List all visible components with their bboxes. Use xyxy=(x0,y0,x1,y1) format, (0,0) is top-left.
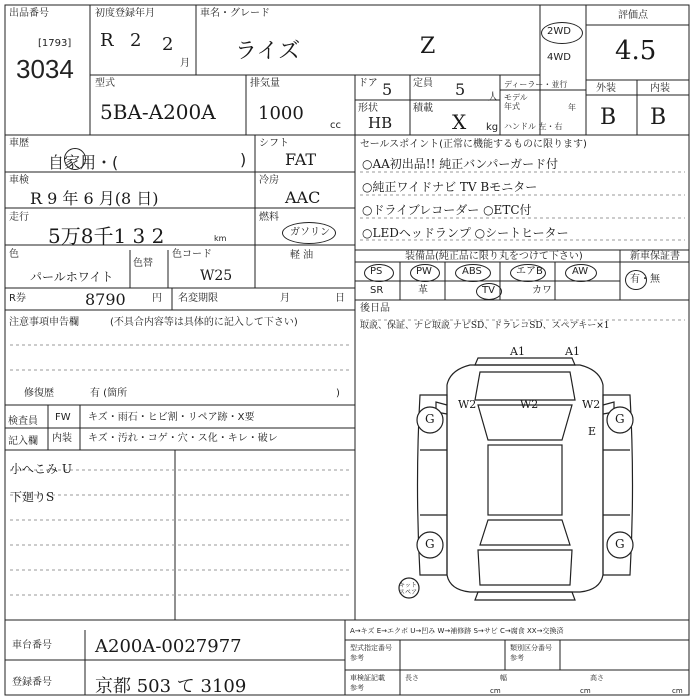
shape-value: HB xyxy=(368,114,393,132)
shift-value: FAT xyxy=(285,150,317,169)
mark-w2-right: W2 xyxy=(582,398,601,411)
type-label: 型式 xyxy=(95,78,115,89)
dealer-label: ディーラー・並行 xyxy=(504,80,568,89)
equip-aw: AW xyxy=(572,266,589,277)
wheel-mark-rr: G xyxy=(615,537,625,551)
shape-label: 形状 xyxy=(358,103,378,114)
notes-label: 注意事項申告欄 xyxy=(9,317,79,328)
fw-label: FW xyxy=(55,412,71,423)
equip-sr: SR xyxy=(370,285,384,296)
mark-w2-center: W2 xyxy=(520,398,539,411)
interior-label: 内装 xyxy=(650,83,670,94)
doors-value: 5 xyxy=(382,80,393,99)
shaken-value: R 9 年 6 月(8 日) xyxy=(30,189,159,208)
equip-kawa: カワ xyxy=(532,285,552,296)
first-reg-month-unit: 月 xyxy=(180,58,190,69)
warranty-value: 有・無 xyxy=(630,274,660,285)
load-unit: kg xyxy=(486,122,499,133)
year-unit: 年 xyxy=(568,103,576,112)
in-items: キズ・汚れ・コゲ・穴・ス化・キレ・破レ xyxy=(88,433,278,444)
history-value: 自家用・( xyxy=(48,153,119,172)
model-name: ライズ xyxy=(235,39,301,64)
hand-note-2: 下廻りS xyxy=(10,490,55,504)
repaint-label: 色替 xyxy=(133,258,153,269)
capacity-unit: 人 xyxy=(488,92,498,103)
r-ticket-value: 8790 xyxy=(85,290,126,309)
load-value: X xyxy=(452,110,467,134)
length-label: 長さ xyxy=(405,674,419,682)
equip-ps: PS xyxy=(370,266,383,277)
ac-label: 冷房 xyxy=(259,175,279,186)
capacity-label: 定員 xyxy=(413,78,433,89)
doors-label: ドア xyxy=(358,78,378,89)
width-unit: cm xyxy=(580,687,591,695)
chassis-label: 車台番号 xyxy=(12,640,52,651)
name-change-label: 名変期限 xyxy=(178,293,218,304)
first-reg-year: 2 xyxy=(130,30,142,51)
score-value: 4.5 xyxy=(615,36,657,66)
model-year-label: モデル 年式 xyxy=(504,93,528,111)
post-value: 取説、保証、ナビ取説 ナビSD、ドラレコSD、スペアキー×1 xyxy=(360,321,610,331)
spare-label: キット スペア xyxy=(399,582,418,596)
mark-a1-left: A1 xyxy=(510,345,525,358)
drive-2wd: 2WD xyxy=(547,26,571,37)
fuel-value2: 軽 油 xyxy=(290,250,314,261)
height-unit: cm xyxy=(672,687,683,695)
capacity-value: 5 xyxy=(455,80,466,99)
interior-value: B xyxy=(650,105,667,130)
shift-label: シフト xyxy=(259,138,289,149)
displacement-label: 排気量 xyxy=(250,78,280,89)
fw-items: キズ・雨石・ヒビ割・リペア跡・X要 xyxy=(88,412,255,423)
width-label: 幅 xyxy=(500,674,507,682)
length-unit: cm xyxy=(490,687,501,695)
equip-label: 装備品(純正品に限り丸をつけて下さい) xyxy=(405,251,583,262)
displacement-value: 1000 xyxy=(258,103,304,124)
color-code-label: 色コード xyxy=(172,249,212,260)
lot-small: [1793] xyxy=(38,38,72,49)
grade: Z xyxy=(420,34,436,59)
equip-tv: TV xyxy=(482,285,495,296)
in-label: 内装 xyxy=(52,433,72,444)
color-label: 色 xyxy=(9,249,19,260)
ac-value: AAC xyxy=(285,188,321,207)
score-label: 評価点 xyxy=(618,10,648,21)
mileage-label: 走行 xyxy=(9,212,29,223)
damage-legend: A→キズ E→エクボ U→凹み W→補修跡 S→サビ C→腐食 XX→交換済 xyxy=(350,627,564,635)
fuel-label: 燃料 xyxy=(259,212,279,223)
repair-value: 有 (箇所 xyxy=(90,388,128,399)
load-label: 積載 xyxy=(413,103,433,114)
shaken-label: 車検 xyxy=(9,175,29,186)
equip-abs: ABS xyxy=(462,266,482,277)
exterior-value: B xyxy=(600,105,617,130)
notes-hint: (不具合内容等は具体的に記入して下さい) xyxy=(110,317,298,328)
r-ticket-unit: 円 xyxy=(152,293,162,304)
r-ticket-label: R券 xyxy=(9,293,26,304)
class-label: 類別区分番号 参考 xyxy=(510,644,552,662)
wheel-mark-fr: G xyxy=(615,412,625,426)
sales-line-4: ○LEDヘッドランプ ○シートヒーター xyxy=(362,226,569,240)
mark-e: E xyxy=(588,425,597,438)
first-reg-month: 2 xyxy=(162,34,174,55)
first-reg-label: 初度登録年月 xyxy=(95,8,155,19)
history-label: 車歴 xyxy=(9,138,29,149)
sales-line-1: ○AA初出品!! 純正バンパーガード付 xyxy=(362,157,559,171)
name-change-day: 日 xyxy=(335,293,345,304)
fuel-value1: ガソリン xyxy=(290,227,330,238)
inspect-label: 車検証記載 参考 xyxy=(350,674,385,692)
mileage-unit: km xyxy=(214,234,227,243)
exterior-label: 外装 xyxy=(596,83,616,94)
displacement-unit: cc xyxy=(330,120,341,131)
hand-note-1: 小へこみ U xyxy=(10,462,72,476)
sales-label: セールスポイント(正常に機能するものに限ります) xyxy=(360,139,587,150)
name-change-unit: 月 xyxy=(280,293,290,304)
mark-a1-right: A1 xyxy=(565,345,580,358)
warranty-label: 新車保証書 xyxy=(630,251,680,262)
sales-line-3: ○ドライブレコーダー ○ETC付 xyxy=(362,203,532,217)
lot-label: 出品番号 xyxy=(9,8,49,19)
lot-number: 3034 xyxy=(16,54,74,84)
repair-label: 修復歴 xyxy=(24,388,54,399)
wheel-mark-rl: G xyxy=(425,537,435,551)
history-circle xyxy=(64,148,86,170)
spec-label: 型式指定番号 参考 xyxy=(350,644,392,662)
repair-close: ) xyxy=(336,388,340,399)
color-code-value: W25 xyxy=(200,268,233,284)
mark-w2-left: W2 xyxy=(458,398,477,411)
height-label: 高さ xyxy=(590,674,604,682)
inspector-label: 検査員 記入欄 xyxy=(8,416,38,447)
type-value: 5BA-A200A xyxy=(100,100,216,124)
chassis-value: A200A-0027977 xyxy=(95,636,242,657)
wheel-mark-fl: G xyxy=(425,412,435,426)
first-reg-era: R xyxy=(100,30,114,51)
history-close: ) xyxy=(240,150,247,169)
reg-label: 登録番号 xyxy=(12,677,52,688)
sales-line-2: ○純正ワイドナビ TV Bモニター xyxy=(362,180,538,194)
reg-value: 京都 503 て 3109 xyxy=(95,676,247,697)
post-label: 後日品 xyxy=(360,303,390,314)
equip-pw: PW xyxy=(416,266,432,277)
model-name-label: 車名・グレード xyxy=(200,8,270,19)
equip-airbag: エアB xyxy=(516,266,543,277)
handle-label: ハンドル 左・右 xyxy=(504,122,563,131)
drive-4wd: 4WD xyxy=(547,52,571,63)
equip-leather: 革 xyxy=(418,285,428,296)
mileage-value: 5万8千1 3 2 xyxy=(48,224,165,248)
color-value: パールホワイト xyxy=(30,270,114,284)
